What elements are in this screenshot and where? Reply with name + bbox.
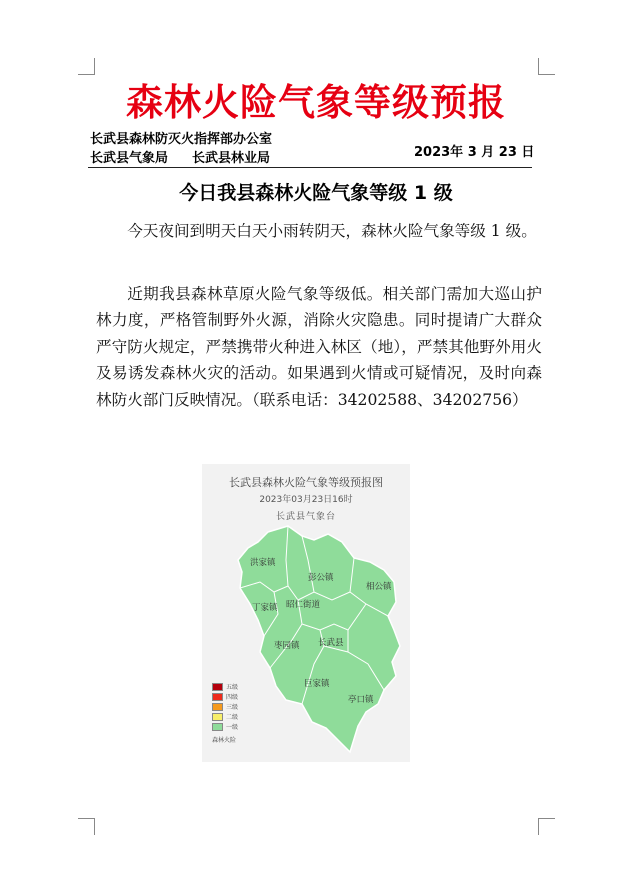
legend-label: 一级	[226, 724, 239, 731]
legend-swatch	[212, 693, 223, 701]
issuer-meteorological-bureau: 长武县气象局	[90, 151, 169, 166]
town-label-xianggong: 相公镇	[366, 582, 392, 592]
map-legend	[212, 683, 252, 743]
legend-label: 四级	[226, 694, 239, 701]
issue-date: 2023年 3 月 23 日	[414, 145, 535, 160]
legend-level-5	[212, 683, 252, 692]
town-label-jujia: 巨家镇	[304, 679, 330, 689]
town-label-zaoyuan: 枣园镇	[274, 641, 300, 651]
legend-level-3	[212, 703, 252, 712]
map-issuer: 长武县气象台	[275, 512, 336, 522]
town-label-penggong: 彭公镇	[308, 573, 334, 583]
header-divider	[88, 167, 532, 168]
legend-swatch	[212, 703, 223, 711]
legend-label: 五级	[226, 684, 239, 691]
issuer-forestry-bureau: 长武县林业局	[192, 151, 271, 166]
legend-swatch	[212, 683, 223, 691]
town-label-zhaoren: 昭仁街道	[286, 600, 321, 610]
paragraph-forecast: 今天夜间到明天白天小雨转阴天，森林火险气象等级 1 级。	[127, 222, 537, 240]
legend-level-4	[212, 693, 252, 702]
town-label-tingkou: 亭口镇	[348, 695, 374, 705]
legend-swatch	[212, 723, 223, 731]
map-time: 2023年03月23日16时	[259, 495, 353, 505]
map-title: 长武县森林火险气象等级预报图	[229, 476, 383, 489]
masthead-title: 森林火险气象等级预报	[126, 80, 506, 124]
legend-label: 二级	[226, 714, 239, 721]
headline: 今日我县森林火险气象等级 1 级	[179, 182, 453, 204]
legend-swatch	[212, 713, 223, 721]
legend-caption: 森林火险	[212, 737, 237, 744]
legend-level-2	[212, 713, 252, 722]
legend-label: 三级	[226, 704, 239, 711]
issuer-line-1: 长武县森林防灭火指挥部办公室	[90, 132, 273, 147]
town-label-changwu-county: 长武县	[318, 638, 344, 648]
town-label-dingjia: 丁家镇	[252, 603, 278, 613]
town-label-hongjia: 洪家镇	[250, 558, 276, 568]
issuer-line-2	[90, 147, 270, 166]
crop-mark-bottom-right	[538, 818, 555, 835]
crop-mark-bottom-left	[78, 818, 95, 835]
paragraph-advisory: 近期我县森林草原火险气象等级低。相关部门需加大巡山护林力度，严格管制野外火源，消除火灾隐患。同时提请广大群众严守防火规定，严禁携带火种进入林区（地），严禁其他野外用火及易诱发森林火灾的活动。如果遇到火情或可疑情况，及时向森林防火部门反映情况。（联系电话：34202588、34202756）	[96, 285, 542, 409]
legend-level-1	[212, 723, 252, 732]
